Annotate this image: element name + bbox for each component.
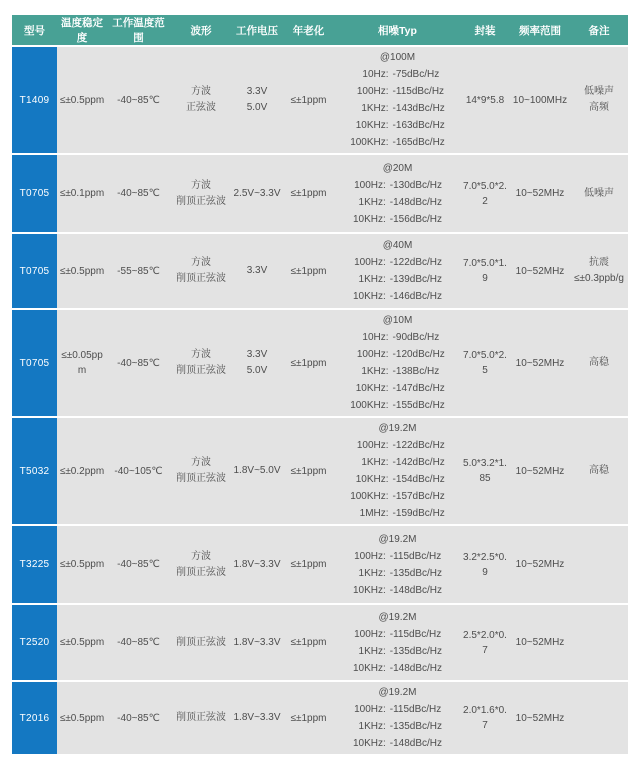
voltage-cell: [232, 310, 282, 416]
voltage-line: 1.8V~3.3V: [233, 712, 281, 723]
phase-noise-value: -163dBc/Hz: [392, 120, 445, 131]
package-cell: 7.0*5.0*2.2: [460, 155, 510, 232]
voltage-line: 1.8V~3.3V: [233, 558, 281, 570]
phase-noise-offset: 100KHz:: [350, 400, 389, 411]
voltage-line: 3.3V: [246, 349, 268, 360]
phase-noise-cell: [335, 234, 460, 308]
phase-noise-value: -148dBc/Hz: [389, 196, 443, 208]
waveform-cell: [170, 526, 232, 603]
notes-cell: [570, 605, 628, 680]
voltage-cell: [232, 418, 282, 524]
phase-noise-frequency: @10M: [382, 315, 413, 326]
notes-cell: [570, 310, 628, 416]
column-header-freq_range: 频率范围: [510, 15, 570, 45]
notes-cell: [570, 682, 628, 754]
temp-range-cell: -40~85℃: [107, 47, 170, 153]
waveform-cell: [170, 47, 232, 153]
notes-line: 高稳: [589, 357, 609, 368]
waveform-cell: [170, 155, 232, 232]
table-row: [12, 418, 628, 524]
voltage-cell: [232, 47, 282, 153]
phase-noise-list: [350, 66, 445, 151]
phase-noise-list: [350, 329, 445, 414]
notes-line: 抗震: [589, 257, 609, 268]
phase-noise-value: -142dBc/Hz: [392, 457, 445, 468]
notes-line: 高稳: [589, 465, 609, 476]
model-cell: T3225: [12, 526, 57, 603]
phase-noise-offset: 100Hz:: [354, 704, 386, 715]
package-cell: 2.0*1.6*0.7: [460, 682, 510, 754]
phase-noise-value: -115dBc/Hz: [392, 86, 445, 97]
voltage-cell: [232, 234, 282, 308]
phase-noise-offset: 100Hz:: [354, 628, 386, 640]
column-header-package: 封装: [460, 15, 510, 45]
phase-noise-value: -122dBc/Hz: [389, 257, 443, 268]
notes-cell: [570, 418, 628, 524]
phase-noise-value: -159dBc/Hz: [392, 508, 445, 519]
table-row: [12, 47, 628, 153]
phase-noise-value: -148dBc/Hz: [389, 584, 443, 596]
phase-noise-offset: 1KHz:: [358, 645, 386, 657]
phase-noise-list: [350, 437, 445, 522]
waveform-line: 方波: [191, 179, 211, 191]
voltage-line: 5.0V: [246, 365, 268, 376]
package-cell: 7.0*5.0*2.5: [460, 310, 510, 416]
waveform-line: 削顶正弦波: [176, 636, 226, 648]
temp-range-cell: -40~85℃: [107, 310, 170, 416]
phase-noise-value: -115dBc/Hz: [389, 628, 442, 640]
phase-noise-frequency: @19.2M: [378, 611, 417, 623]
waveform-line: 削顶正弦波: [176, 566, 226, 578]
freq-range-cell: 10~52MHz: [510, 526, 570, 603]
notes-line: 高频: [589, 102, 609, 113]
spec-table: [12, 13, 628, 756]
aging-cell: ≤±1ppm: [282, 526, 335, 603]
phase-noise-value: -135dBc/Hz: [389, 567, 443, 579]
voltage-cell: [232, 605, 282, 680]
table-row: [12, 310, 628, 416]
freq-range-cell: 10~52MHz: [510, 418, 570, 524]
phase-noise-offset: 10KHz:: [355, 120, 389, 131]
phase-noise-value: -147dBc/Hz: [392, 383, 445, 394]
aging-cell: ≤±1ppm: [282, 310, 335, 416]
temp-range-cell: -40~105℃: [107, 418, 170, 524]
model-cell: T2520: [12, 605, 57, 680]
freq-range-cell: 10~52MHz: [510, 234, 570, 308]
waveform-cell: [170, 682, 232, 754]
phase-noise-cell: [335, 682, 460, 754]
phase-noise-offset: 100Hz:: [356, 349, 389, 360]
column-header-stability: 温度稳定度: [57, 15, 107, 45]
waveform-cell: [170, 418, 232, 524]
aging-cell: ≤±1ppm: [282, 682, 335, 754]
phase-noise-offset: 100Hz:: [356, 440, 389, 451]
phase-noise-value: -148dBc/Hz: [389, 738, 443, 749]
phase-noise-cell: [335, 47, 460, 153]
stability-cell: ≤±0.5ppm: [57, 526, 107, 603]
voltage-line: 3.3V: [246, 265, 268, 276]
column-header-voltage: 工作电压: [232, 15, 282, 45]
stability-cell: ≤±0.5ppm: [57, 47, 107, 153]
voltage-line: 5.0V: [246, 102, 268, 113]
stability-cell: ≤±0.5ppm: [57, 234, 107, 308]
phase-noise-list: [353, 254, 442, 305]
notes-line: 低噪声: [584, 86, 614, 97]
package-cell: 2.5*2.0*0.7: [460, 605, 510, 680]
phase-noise-offset: 1KHz:: [358, 274, 386, 285]
phase-noise-value: -135dBc/Hz: [389, 721, 443, 732]
model-cell: T0705: [12, 310, 57, 416]
notes-cell: [570, 155, 628, 232]
phase-noise-value: -165dBc/Hz: [392, 137, 445, 148]
aging-cell: ≤±1ppm: [282, 234, 335, 308]
notes-cell: [570, 526, 628, 603]
stability-cell: ≤±0.5ppm: [57, 682, 107, 754]
waveform-line: 方波: [191, 457, 211, 468]
temp-range-cell: -40~85℃: [107, 155, 170, 232]
notes-line: 低噪声: [584, 187, 614, 199]
phase-noise-value: -122dBc/Hz: [392, 440, 445, 451]
phase-noise-offset: 10KHz:: [352, 738, 386, 749]
phase-noise-offset: 10KHz:: [355, 383, 389, 394]
stability-cell: ≤±0.05ppm: [57, 310, 107, 416]
phase-noise-value: -154dBc/Hz: [392, 474, 445, 485]
header-row: [12, 15, 628, 45]
phase-noise-offset: 1KHz:: [361, 103, 389, 114]
phase-noise-cell: [335, 526, 460, 603]
freq-range-cell: 10~52MHz: [510, 310, 570, 416]
phase-noise-frequency: @19.2M: [378, 533, 417, 545]
package-cell: 7.0*5.0*1.9: [460, 234, 510, 308]
waveform-line: 方波: [191, 86, 211, 97]
phase-noise-value: -115dBc/Hz: [389, 550, 442, 562]
waveform-line: 削顶正弦波: [176, 712, 226, 723]
phase-noise-offset: 10KHz:: [352, 291, 386, 302]
temp-range-cell: -40~85℃: [107, 682, 170, 754]
model-cell: T0705: [12, 234, 57, 308]
phase-noise-value: -139dBc/Hz: [389, 274, 443, 285]
phase-noise-offset: 10KHz:: [355, 474, 389, 485]
column-header-waveform: 波形: [170, 15, 232, 45]
model-cell: T5032: [12, 418, 57, 524]
waveform-line: 方波: [191, 550, 211, 562]
phase-noise-list: [353, 177, 442, 228]
phase-noise-frequency: @100M: [379, 52, 416, 63]
phase-noise-cell: [335, 155, 460, 232]
freq-range-cell: 10~52MHz: [510, 155, 570, 232]
phase-noise-frequency: @19.2M: [378, 423, 417, 434]
phase-noise-value: -148dBc/Hz: [389, 662, 443, 674]
table-row: [12, 682, 628, 754]
phase-noise-value: -115dBc/Hz: [389, 704, 442, 715]
phase-noise-offset: 100KHz:: [350, 491, 389, 502]
phase-noise-offset: 100Hz:: [356, 86, 389, 97]
temp-range-cell: -40~85℃: [107, 605, 170, 680]
table-row: [12, 234, 628, 308]
phase-noise-offset: 10KHz:: [352, 584, 386, 596]
voltage-line: 2.5V~3.3V: [233, 187, 281, 199]
package-cell: 3.2*2.5*0.9: [460, 526, 510, 603]
temp-range-cell: -55~85℃: [107, 234, 170, 308]
waveform-line: 削顶正弦波: [176, 273, 226, 284]
phase-noise-offset: 100Hz:: [354, 257, 386, 268]
notes-line: ≤±0.3ppb/g: [574, 273, 624, 284]
phase-noise-offset: 100KHz:: [350, 137, 389, 148]
phase-noise-offset: 10KHz:: [352, 213, 386, 225]
phase-noise-value: -75dBc/Hz: [392, 69, 440, 80]
phase-noise-cell: [335, 418, 460, 524]
phase-noise-value: -146dBc/Hz: [389, 291, 443, 302]
table-row: [12, 155, 628, 232]
phase-noise-value: -143dBc/Hz: [392, 103, 445, 114]
stability-cell: ≤±0.5ppm: [57, 605, 107, 680]
phase-noise-offset: 1MHz:: [359, 508, 389, 519]
aging-cell: ≤±1ppm: [282, 155, 335, 232]
model-cell: T1409: [12, 47, 57, 153]
phase-noise-list: [353, 548, 442, 599]
table-row: [12, 605, 628, 680]
package-cell: 5.0*3.2*1.85: [460, 418, 510, 524]
column-header-phase_noise: 相噪Typ: [335, 15, 460, 45]
phase-noise-value: -157dBc/Hz: [392, 491, 445, 502]
phase-noise-value: -156dBc/Hz: [389, 213, 443, 225]
phase-noise-value: -90dBc/Hz: [392, 332, 440, 343]
phase-noise-frequency: @19.2M: [378, 687, 417, 698]
column-header-model: 型号: [12, 15, 57, 45]
freq-range-cell: 10~52MHz: [510, 605, 570, 680]
aging-cell: ≤±1ppm: [282, 605, 335, 680]
model-cell: T0705: [12, 155, 57, 232]
phase-noise-offset: 1KHz:: [361, 457, 389, 468]
aging-cell: ≤±1ppm: [282, 418, 335, 524]
voltage-line: 3.3V: [246, 86, 268, 97]
waveform-line: 方波: [191, 257, 211, 268]
waveform-cell: [170, 310, 232, 416]
phase-noise-cell: [335, 310, 460, 416]
phase-noise-offset: 1KHz:: [358, 196, 386, 208]
phase-noise-value: -135dBc/Hz: [389, 645, 443, 657]
waveform-line: 削顶正弦波: [176, 365, 226, 376]
waveform-cell: [170, 605, 232, 680]
column-header-notes: 备注: [570, 15, 628, 45]
stability-cell: ≤±0.1ppm: [57, 155, 107, 232]
phase-noise-cell: [335, 605, 460, 680]
table-row: [12, 526, 628, 603]
voltage-cell: [232, 155, 282, 232]
phase-noise-offset: 10Hz:: [362, 69, 389, 80]
waveform-line: 正弦波: [186, 102, 216, 113]
column-header-temp_range: 工作温度范围: [107, 15, 170, 45]
phase-noise-offset: 10Hz:: [362, 332, 389, 343]
phase-noise-offset: 100Hz:: [354, 550, 386, 562]
phase-noise-frequency: @20M: [382, 162, 413, 174]
temp-range-cell: -40~85℃: [107, 526, 170, 603]
waveform-line: 削顶正弦波: [176, 473, 226, 484]
phase-noise-offset: 1KHz:: [358, 567, 386, 579]
phase-noise-frequency: @40M: [382, 240, 413, 251]
model-cell: T2016: [12, 682, 57, 754]
column-header-aging: 年老化: [282, 15, 335, 45]
voltage-line: 1.8V~5.0V: [233, 465, 281, 476]
waveform-line: 方波: [191, 349, 211, 360]
voltage-cell: [232, 682, 282, 754]
phase-noise-value: -130dBc/Hz: [389, 179, 443, 191]
aging-cell: ≤±1ppm: [282, 47, 335, 153]
package-cell: 14*9*5.8: [460, 47, 510, 153]
phase-noise-list: [353, 626, 442, 677]
waveform-cell: [170, 234, 232, 308]
phase-noise-value: -155dBc/Hz: [392, 400, 445, 411]
phase-noise-value: -138Bc/Hz: [392, 366, 440, 377]
phase-noise-offset: 1KHz:: [361, 366, 389, 377]
phase-noise-list: [353, 701, 442, 752]
phase-noise-offset: 10KHz:: [352, 662, 386, 674]
waveform-line: 削顶正弦波: [176, 195, 226, 207]
notes-cell: [570, 47, 628, 153]
voltage-line: 1.8V~3.3V: [233, 636, 281, 648]
voltage-cell: [232, 526, 282, 603]
phase-noise-value: -120dBc/Hz: [392, 349, 445, 360]
phase-noise-offset: 1KHz:: [358, 721, 386, 732]
phase-noise-offset: 100Hz:: [354, 179, 386, 191]
table-body: [12, 47, 628, 754]
stability-cell: ≤±0.2ppm: [57, 418, 107, 524]
freq-range-cell: 10~52MHz: [510, 682, 570, 754]
notes-cell: [570, 234, 628, 308]
freq-range-cell: 10~100MHz: [510, 47, 570, 153]
